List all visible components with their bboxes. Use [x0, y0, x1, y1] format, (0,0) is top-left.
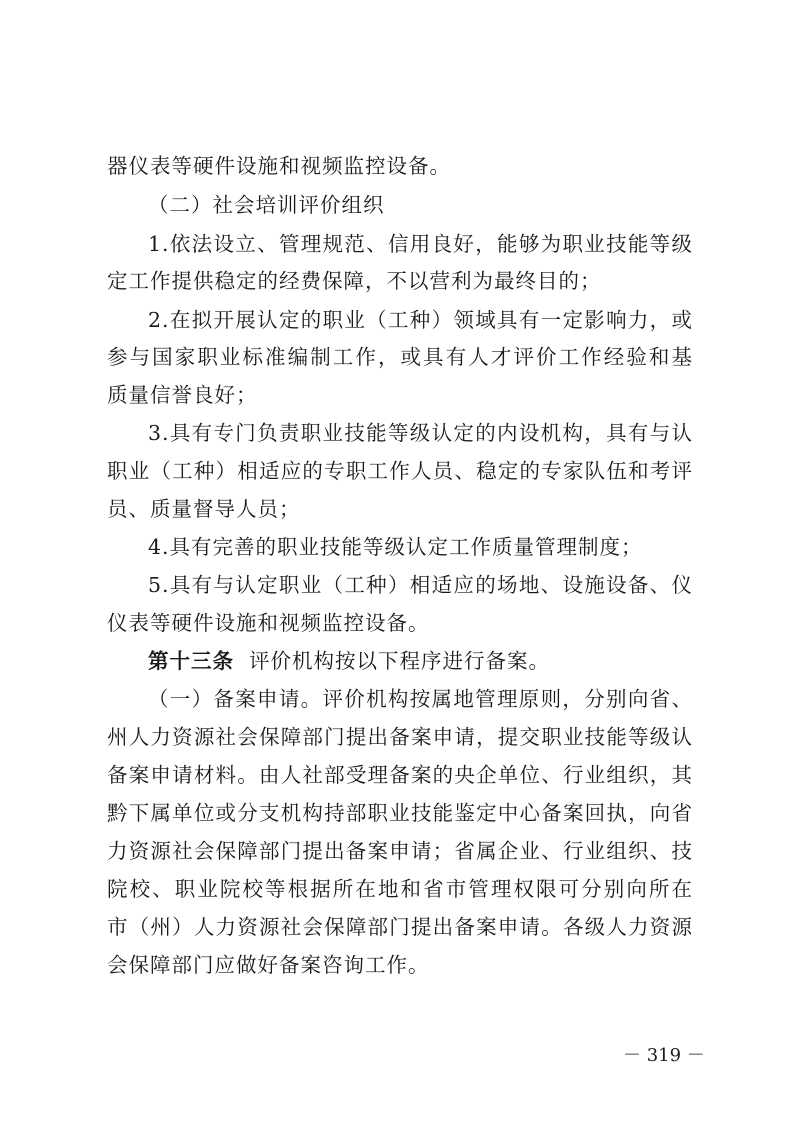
- paragraph-line: 器仪表等硬件设施和视频监控设备。: [107, 154, 451, 178]
- section-heading: （二）社会培训评价组织: [148, 193, 385, 217]
- article-text: 评价机构按以下程序进行备案。: [249, 649, 551, 673]
- paragraph-line: 2.在拟开展认定的职业（工种）领域具有一定影响力，或: [148, 308, 693, 332]
- paragraph-line: 备案申请材料。由人社部受理备案的央企单位、行业组织，其: [107, 763, 693, 787]
- article-line: [148, 649, 693, 673]
- paragraph-line: 仪表等硬件设施和视频监控设备。: [107, 611, 430, 635]
- paragraph-line: 3.具有专门负责职业技能等级认定的内设机构，具有与认: [148, 421, 693, 445]
- paragraph-line: 员、质量督导人员；: [107, 497, 301, 521]
- paragraph-line: 力资源社会保障部门提出备案申请；省属企业、行业组织、技: [107, 839, 693, 863]
- paragraph-line: 会保障部门应做好备案咨询工作。: [107, 953, 430, 977]
- paragraph-line: 市（州）人力资源社会保障部门提出备案申请。各级人力资源: [107, 915, 693, 939]
- paragraph-line: （一）备案申请。评价机构按属地管理原则，分别向省、: [148, 687, 693, 711]
- paragraph-line: 定工作提供稳定的经费保障，不以营利为最终目的；: [107, 269, 602, 293]
- page-number: － 319 －: [623, 1045, 705, 1066]
- paragraph-line: 黔下属单位或分支机构持部职业技能鉴定中心备案回执，向省: [107, 801, 693, 825]
- paragraph-line: 院校、职业院校等根据所在地和省市管理权限可分别向所在: [107, 877, 693, 901]
- paragraph-line: 4.具有完善的职业技能等级认定工作质量管理制度；: [148, 535, 643, 559]
- article-heading: 第十三条: [148, 649, 234, 673]
- paragraph-line: 职业（工种）相适应的专职工作人员、稳定的专家队伍和考评: [107, 459, 693, 483]
- paragraph-line: 1.依法设立、管理规范、信用良好，能够为职业技能等级: [148, 232, 693, 256]
- paragraph-line: 州人力资源社会保障部门提出备案申请，提交职业技能等级认: [107, 725, 693, 749]
- paragraph-line: 5.具有与认定职业（工种）相适应的场地、设施设备、仪: [148, 573, 693, 597]
- paragraph-line: 质量信誉良好；: [107, 383, 258, 407]
- paragraph-line: 参与国家职业标准编制工作，或具有人才评价工作经验和基: [107, 345, 693, 369]
